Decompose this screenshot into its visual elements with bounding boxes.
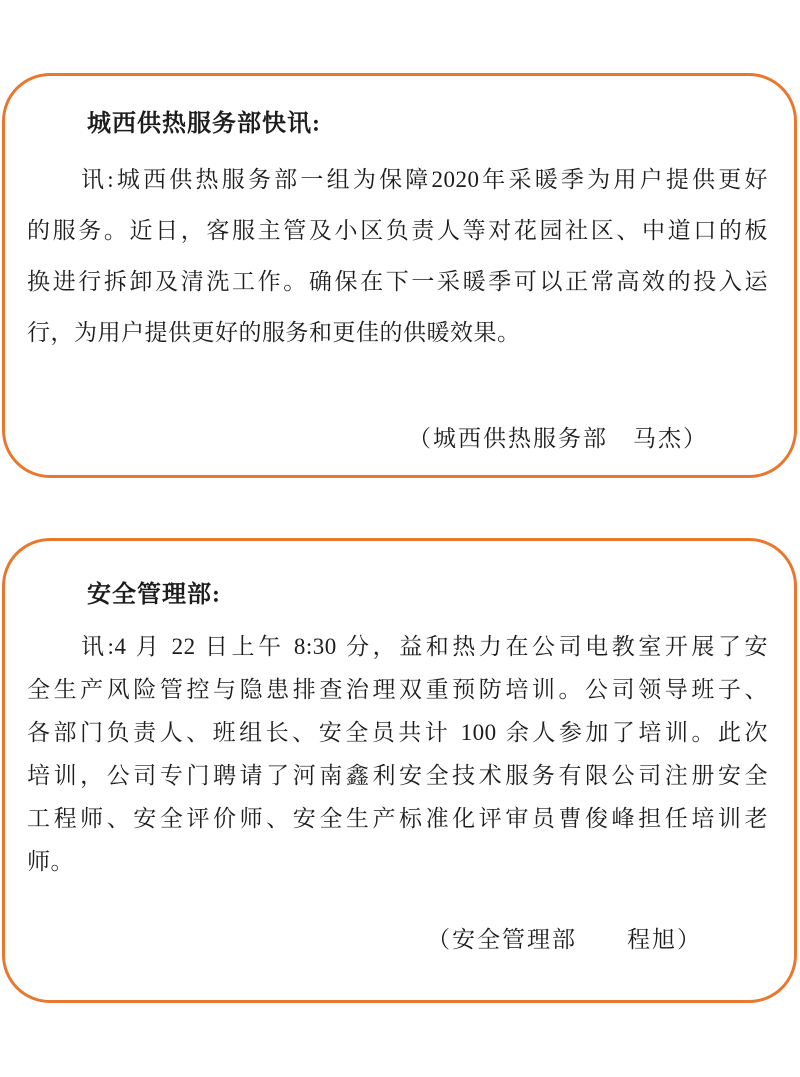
section-body	[27, 154, 768, 358]
section-title: 城西供热服务部快讯:	[87, 111, 321, 137]
section-title: 安全管理部:	[87, 582, 221, 608]
news-card-content	[5, 541, 794, 1000]
body-line: 换进行拆卸及清洗工作。确保在下一采暖季可以正常高效的投入运	[27, 269, 768, 294]
section-signature: （城西供热服务部 马杰）	[408, 426, 708, 451]
section-signature: （安全管理部 程旭）	[427, 927, 702, 952]
section-body	[27, 625, 768, 883]
body-line: 讯:4 月 22 日上午 8:30 分，益和热力在公司电教室开展了安	[81, 634, 768, 659]
body-line: 讯:城西供热服务部一组为保障2020年采暖季为用户提供更好	[81, 167, 768, 192]
body-line: 行，为用户提供更好的服务和更佳的供暖效果。	[27, 320, 521, 345]
news-card-chengxi	[2, 73, 797, 478]
body-line: 师。	[27, 849, 74, 874]
body-line: 工程师、安全评价师、安全生产标准化评审员曹俊峰担任培训老	[27, 806, 768, 831]
body-line: 培训，公司专门聘请了河南鑫利安全技术服务有限公司注册安全	[27, 763, 768, 788]
body-line: 各部门负责人、班组长、安全员共计 100 余人参加了培训。此次	[27, 720, 768, 745]
news-card-content	[5, 76, 794, 475]
body-line: 的服务。近日，客服主管及小区负责人等对花园社区、中道口的板	[27, 218, 768, 243]
body-line: 全生产风险管控与隐患排查治理双重预防培训。公司领导班子、	[27, 677, 768, 702]
news-card-anquan	[2, 538, 797, 1003]
